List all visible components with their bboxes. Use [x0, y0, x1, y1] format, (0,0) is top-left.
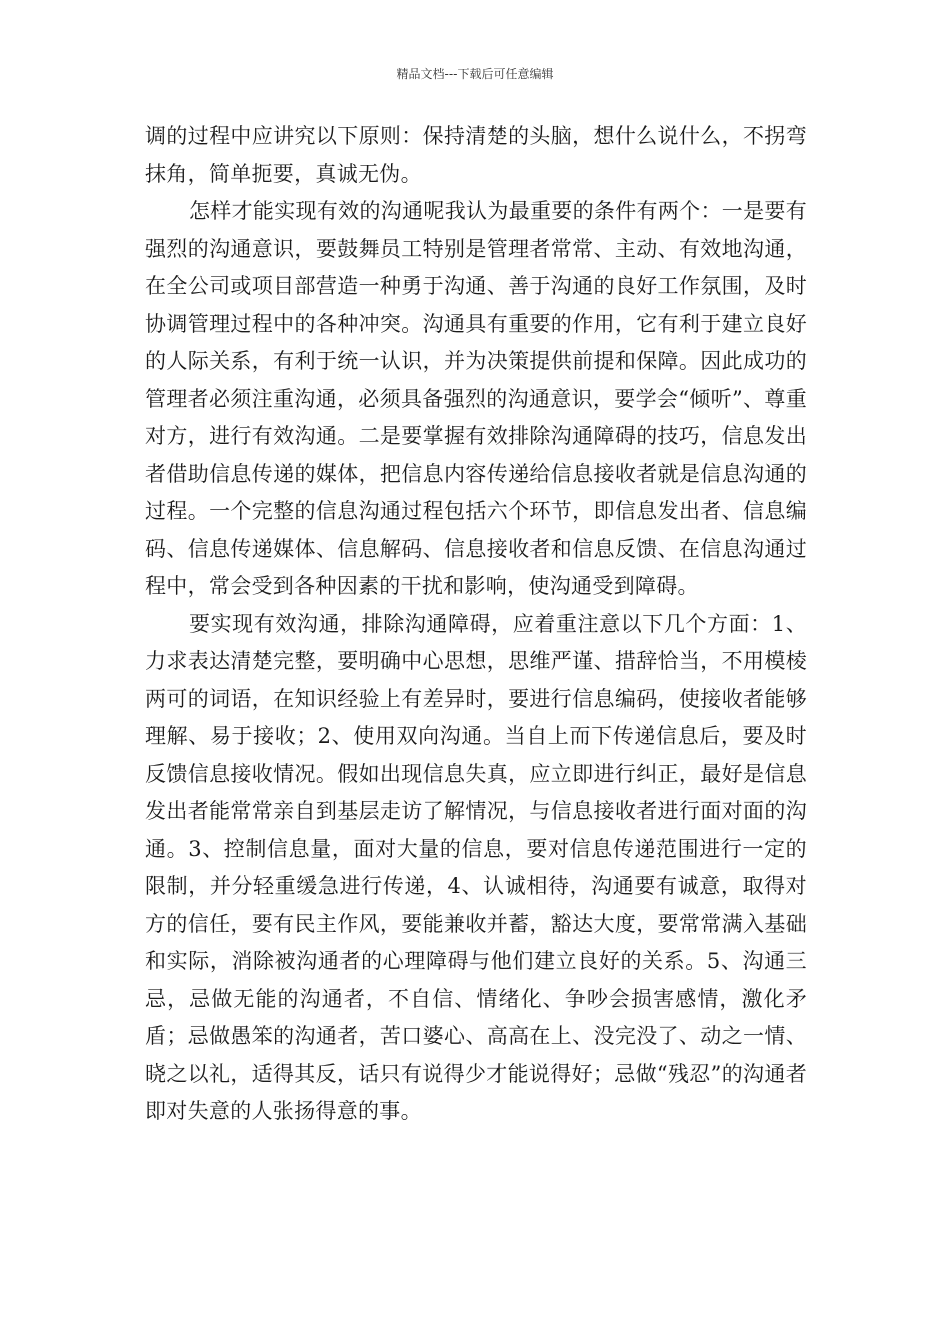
paragraph-effective-communication: 怎样才能实现有效的沟通呢我认为最重要的条件有两个：一是要有强烈的沟通意识，要鼓舞员工特别是管理者常常、主动、有效地沟通，在全公司或项目部营造一种勇于沟通、善于沟通的良好工作氛围，及时协调管理过程中的各种冲突。沟通具有重要的作用，它有利于建立良好的人际关系，有利于统一认识，并为决策提供前提和保障。因此成功的管理者必须注重沟通，必须具备强烈的沟通意识，要学会“倾听”、尊重对方，进行有效沟通。二是要掌握有效排除沟通障碍的技巧，信息发出者借助信息传递的媒体，把信息内容传递给信息接收者就是信息沟通的过程。一个完整的信息沟通过程包括六个环节，即信息发出者、信息编码、信息传递媒体、信息解码、信息接收者和信息反馈、在信息沟通过程中，常会受到各种因素的干扰和影响，使沟通受到障碍。: [145, 199, 807, 598]
paragraph-remove-barriers: 要实现有效沟通，排除沟通障碍，应着重注意以下几个方面：1、力求表达清楚完整，要明确中心思想，思维严谨、措辞恰当，不用模棱两可的词语，在知识经验上有差异时，要进行信息编码，使接收者能够理解、易于接收；2、使用双向沟通。当自上而下传递信息后，要及时反馈信息接收情况。假如出现信息失真，应立即进行纠正，最好是信息发出者能常常亲自到基层走访了解情况，与信息接收者进行面对面的沟通。3、控制信息量，面对大量的信息，要对信息传递范围进行一定的限制，并分轻重缓急进行传递，4、认诚相待，沟通要有诚意，取得对方的信任，要有民主作风，要能兼收并蓄，豁达大度，要常常满入基础和实际，消除被沟通者的心理障碍与他们建立良好的关系。5、沟通三忌，忌做无能的沟通者，不自信、情绪化、争吵会损害感情，激化矛盾；忌做愚笨的沟通者，苦口婆心、高高在上、没完没了、动之一情、晓之以礼，适得其反，话只有说得少才能说得好；忌做“残忍”的沟通者即对失意的人张扬得意的事。: [145, 611, 807, 1123]
document-body: [145, 118, 807, 1131]
page-header: 精品文档---下载后可任意编辑: [396, 67, 554, 81]
paragraph-continuation: 调的过程中应讲究以下原则：保持清楚的头脑，想什么说什么，不拐弯抹角，简单扼要，真诚无伪。: [145, 124, 807, 186]
